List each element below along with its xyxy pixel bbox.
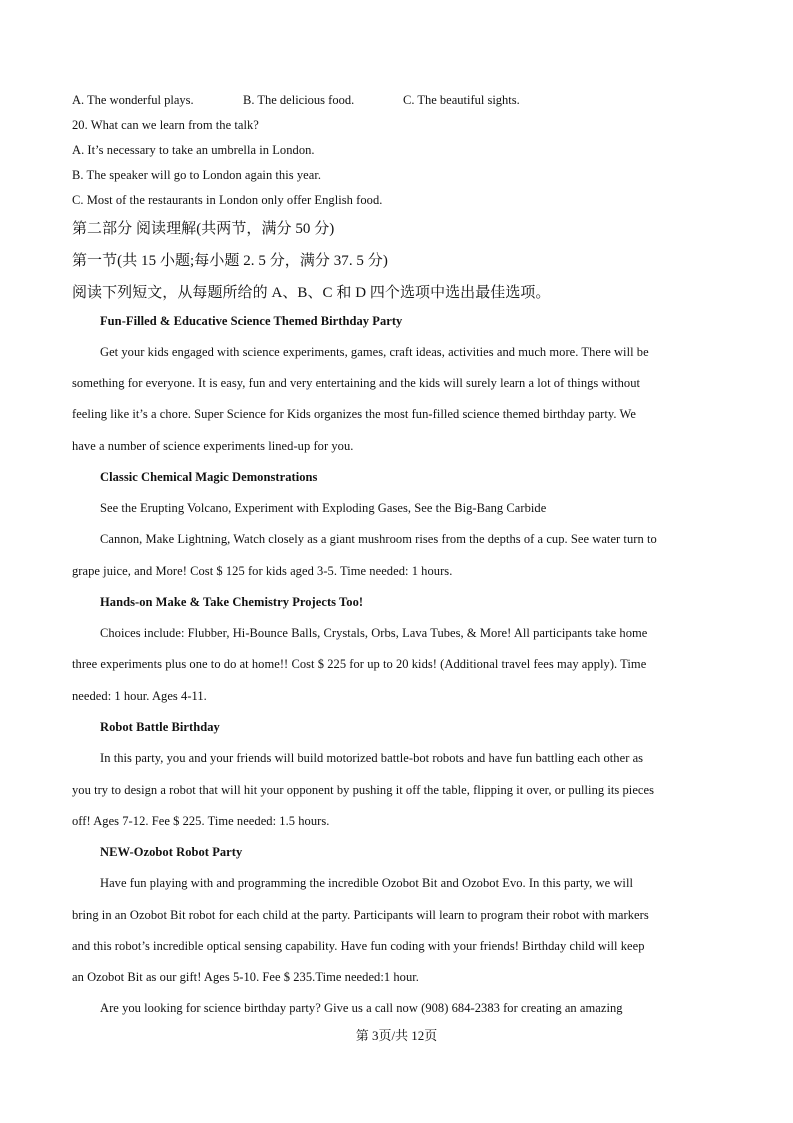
paragraph-line: needed: 1 hour. Ages 4-11. [72,689,207,703]
part-title: 第二部分 阅读理解(共两节，满分 50 分) [72,221,335,237]
q19-option-a: A. The wonderful plays. [72,93,194,107]
page-number-footer: 第 3页/共 12页 [355,1028,438,1043]
section-heading-robot-battle: Robot Battle Birthday [100,720,220,734]
paragraph-line: See the Erupting Volcano, Experiment with Exploding Gases, See the Big-Bang Carbide [100,501,547,515]
paragraph-line: In this party, you and your friends will build motorized battle-bot robots and have fun battling each other as [100,751,644,765]
paragraph-line: bring in an Ozobot Bit robot for each child at the party. Participants will learn to program their robot with markers [72,908,649,922]
article-title: Fun-Filled & Educative Science Themed Birthday Party [100,314,403,328]
paragraph-line: Cannon, Make Lightning, Watch closely as a giant mushroom rises from the depths of a cup. See water turn to [100,532,657,546]
intro-line: feeling like it’s a chore. Super Science for Kids organizes the most fun-filled science themed birthday party. We [72,407,636,421]
section-heading-ozobot: NEW-Ozobot Robot Party [100,845,243,859]
sub-title: 第一节(共 15 小题;每小题 2. 5 分，满分 37. 5 分) [72,253,388,269]
intro-line: have a number of science experiments lined-up for you. [72,439,354,453]
q19-option-b: B. The delicious food. [243,93,355,107]
intro-line: Get your kids engaged with science experiments, games, craft ideas, activities and much more. There will be [100,345,649,359]
paragraph-line: off! Ages 7-12. Fee $ 225. Time needed: 1.5 hours. [72,814,330,828]
paragraph-line: you try to design a robot that will hit your opponent by pushing it off the table, flipping it over, or pulling its pieces [72,783,655,797]
paragraph-line: Have fun playing with and programming the incredible Ozobot Bit and Ozobot Evo. In this party, we will [100,876,633,890]
paragraph-line: three experiments plus one to do at home!! Cost $ 225 for up to 20 kids! (Additional travel fees may apply). Time [72,657,647,671]
intro-line: something for everyone. It is easy, fun and very entertaining and the kids will surely learn a lot of things without [72,376,641,390]
q20-option-c: C. Most of the restaurants in London only offer English food. [72,193,383,207]
closing-line: Are you looking for science birthday party? Give us a call now (908) 684-2383 for creating an amazing [100,1001,623,1015]
paragraph-line: Choices include: Flubber, Hi-Bounce Balls, Crystals, Orbs, Lava Tubes, & More! All participants take home [100,626,648,640]
instruction: 阅读下列短文，从每题所给的 A、B、C 和 D 四个选项中选出最佳选项。 [72,285,551,301]
q20-option-a: A. It’s necessary to take an umbrella in London. [72,143,315,157]
section-heading-chemistry-projects: Hands-on Make & Take Chemistry Projects Too! [100,595,364,609]
q20-option-b: B. The speaker will go to London again this year. [72,168,322,182]
section-heading-chemical-magic: Classic Chemical Magic Demonstrations [100,470,318,484]
q19-option-c: C. The beautiful sights. [403,93,520,107]
paragraph-line: an Ozobot Bit as our gift! Ages 5-10. Fee $ 235.Time needed:1 hour. [72,970,419,984]
paragraph-line: grape juice, and More! Cost $ 125 for kids aged 3-5. Time needed: 1 hours. [72,564,453,578]
paragraph-line: and this robot’s incredible optical sensing capability. Have fun coding with your friends! Birthday child will keep [72,939,645,953]
q20-stem: 20. What can we learn from the talk? [72,118,259,132]
